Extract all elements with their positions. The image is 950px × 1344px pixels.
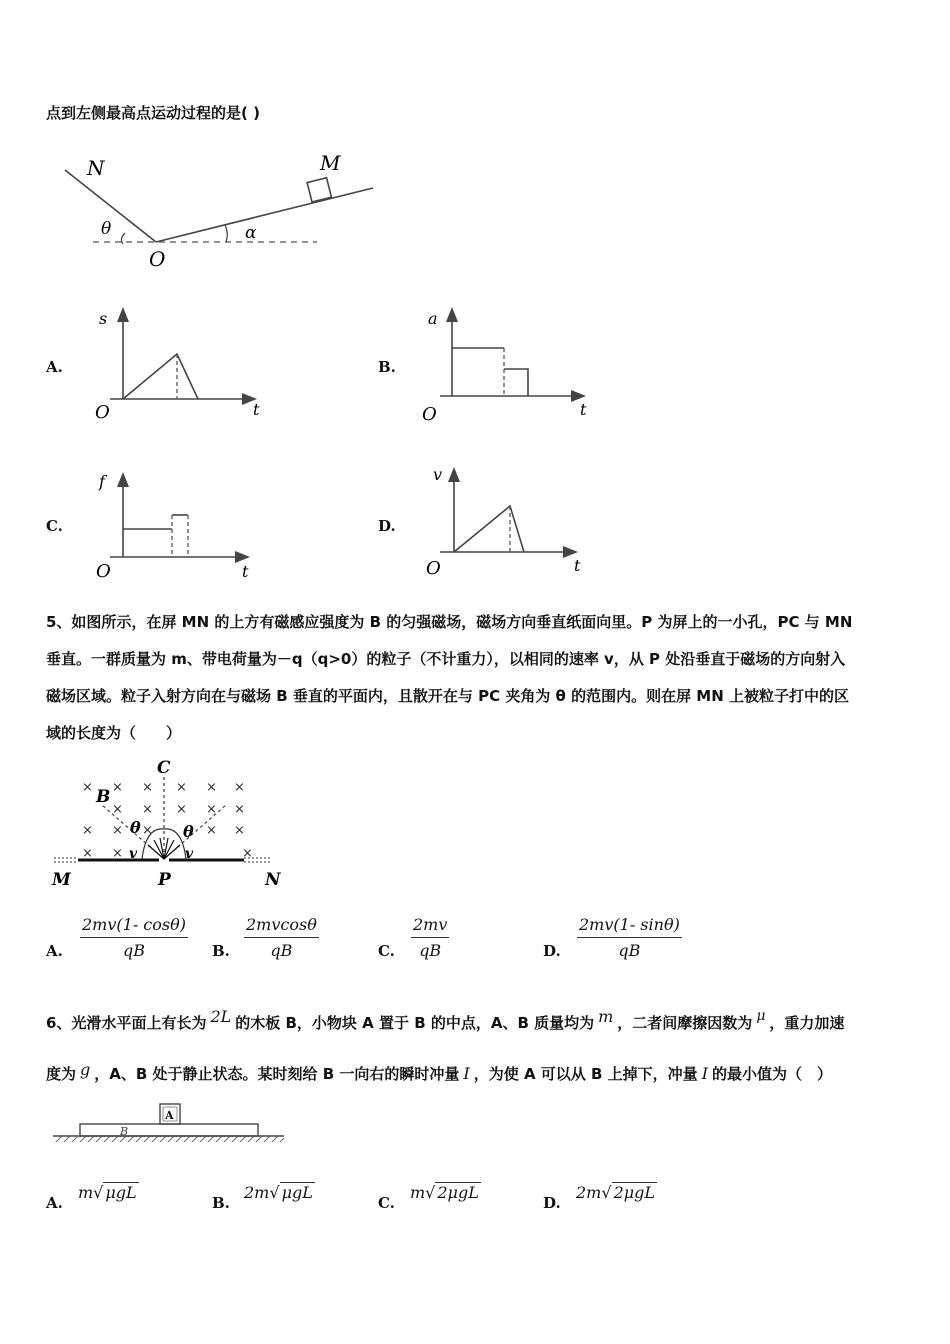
q6-option-c-label[interactable]: C. — [378, 1194, 395, 1212]
q5-b-denominator: qB — [270, 941, 293, 960]
q5-line-2: 垂直。一群质量为 m、带电荷量为－q（q>0）的粒子（不计重力），以相同的速率 v，从 P 处沿垂直于磁场的方向射入 — [46, 650, 846, 668]
y-label: a — [428, 309, 438, 328]
svg-text:×: × — [206, 823, 217, 838]
y-axis-arrow — [117, 307, 129, 322]
q5-option-a-formula — [80, 915, 188, 960]
label-theta-left: θ — [130, 818, 141, 837]
svg-text:×: × — [206, 802, 217, 817]
q5-a-denominator: qB — [122, 941, 145, 960]
q4-tail-text: 点到左侧最高点运动过程的是( ) — [46, 104, 260, 122]
q6-option-b-label[interactable]: B. — [212, 1194, 230, 1212]
svg-text:×: × — [112, 780, 123, 795]
block-m — [307, 178, 331, 202]
board-b — [80, 1124, 258, 1136]
q4-option-d-graph — [418, 458, 598, 583]
q5-option-c-formula — [411, 915, 449, 960]
ground-hatching — [56, 1136, 284, 1142]
label-theta: θ — [101, 219, 112, 239]
radicand: μgL — [281, 1183, 313, 1202]
q5-option-c-label[interactable]: C. — [378, 942, 395, 960]
svg-text:×: × — [112, 823, 123, 838]
q5-option-b-label[interactable]: B. — [212, 942, 230, 960]
q6-option-c-formula: m√ 2μgL — [410, 1183, 479, 1202]
svg-text:×: × — [82, 846, 93, 861]
label-b: B — [120, 1125, 129, 1138]
x-label: t — [253, 400, 260, 419]
q5-line-1: 5、如图所示，在屏 MN 的上方有磁感应强度为 B 的匀强磁场，磁场方向垂直纸面向里。P 为屏上的一小孔，PC 与 MN — [46, 613, 853, 631]
q5-line-4: 域的长度为（ ） — [46, 724, 182, 742]
q5-option-d-formula — [577, 915, 682, 960]
q6-mass-symbol: m — [598, 1007, 614, 1026]
q6-option-b-formula: 2m√ μgL — [244, 1183, 313, 1202]
x-label: t — [580, 400, 587, 419]
a-step-2 — [504, 369, 528, 396]
svg-text:×: × — [234, 823, 245, 838]
s-curve — [123, 354, 198, 399]
svg-text:×: × — [142, 823, 153, 838]
q6-mu-symbol: μ — [756, 1008, 766, 1024]
q4-option-b-graph — [418, 302, 598, 427]
y-axis-arrow — [446, 307, 458, 322]
svg-text:×: × — [112, 802, 123, 817]
svg-text:×: × — [206, 780, 217, 795]
q6-length-symbol: 2L — [210, 1007, 232, 1026]
svg-text:×: × — [82, 823, 93, 838]
radicand: μgL — [105, 1183, 137, 1202]
origin-label: O — [95, 402, 110, 423]
radicand: 2μgL — [613, 1183, 656, 1202]
q5-option-b-formula — [244, 915, 319, 960]
label-b: B — [96, 787, 111, 807]
svg-text:×: × — [176, 780, 187, 795]
q6-board-figure — [50, 1098, 290, 1148]
q4-option-a-label[interactable]: A. — [46, 358, 63, 376]
q5-a-numerator: 2mv(1- cosθ) — [80, 915, 188, 938]
q4-option-c-graph — [90, 465, 270, 585]
q6-impulse-symbol-1: I — [463, 1064, 470, 1083]
q6-line-1: 6、光滑水平面上有长为 $^{2L}$ 的木板 B，小物块 A 置于 B 的中点，A、B 质量均为 $^m$ ，二者间摩擦因数为 $^\mu$ ，重力加速 — [46, 1007, 845, 1032]
q5-c-denominator: qB — [419, 941, 442, 960]
radicand: 2μgL — [437, 1183, 479, 1202]
theta-arc — [121, 233, 125, 244]
label-theta-right: θ — [183, 822, 194, 841]
y-label: s — [99, 309, 108, 328]
sqrt-icon: √ — [601, 1183, 612, 1202]
q6-line-2: 度为 $^g$ ，A、B 处于静止状态。某时刻给 B 一向右的瞬时冲量 I ，为使 A 可以从 B 上掉下，冲量 I 的最小值为（ ） — [46, 1060, 833, 1083]
v-curve — [454, 506, 524, 552]
origin-label: O — [96, 561, 111, 582]
label-n: N — [87, 156, 105, 180]
incline-right-line — [156, 188, 373, 242]
sqrt-icon: √ — [425, 1183, 436, 1202]
x-label: t — [574, 556, 581, 575]
label-m: M — [52, 870, 71, 890]
alpha-arc — [225, 225, 227, 242]
q4-option-b-label[interactable]: B. — [378, 358, 396, 376]
svg-text:×: × — [142, 780, 153, 795]
x-label: t — [242, 562, 249, 581]
q4-incline-figure — [55, 145, 385, 275]
q5-option-d-label[interactable]: D. — [543, 942, 561, 960]
svg-text:×: × — [176, 802, 187, 817]
q5-c-numerator: 2mv — [411, 915, 449, 938]
label-v-left: v — [129, 846, 138, 862]
q5-line-3: 磁场区域。粒子入射方向在与磁场 B 垂直的平面内，且散开在与 PC 夹角为 θ 的范围内。则在屏 MN 上被粒子打中的区 — [46, 687, 850, 705]
y-label: f — [99, 472, 105, 491]
y-axis-arrow — [117, 472, 129, 487]
label-m: M — [320, 151, 341, 175]
q4-option-d-label[interactable]: D. — [378, 517, 396, 535]
q6-g-symbol: g — [80, 1060, 91, 1079]
label-v-right: v — [185, 846, 194, 862]
label-c: C — [157, 758, 171, 778]
label-a: A — [165, 1109, 174, 1122]
origin-label: O — [426, 558, 441, 579]
q5-d-denominator: qB — [618, 941, 641, 960]
svg-text:×: × — [234, 780, 245, 795]
sqrt-icon: √ — [93, 1183, 104, 1202]
q6-option-d-label[interactable]: D. — [543, 1194, 561, 1212]
sqrt-icon: √ — [269, 1183, 280, 1202]
svg-text:×: × — [142, 802, 153, 817]
svg-text:×: × — [242, 846, 253, 861]
q5-d-numerator: 2mv(1- sinθ) — [577, 915, 682, 938]
q6-option-d-formula: 2m√ 2μgL — [576, 1183, 656, 1202]
q5-stem — [46, 604, 906, 752]
velocity-arrows — [148, 838, 180, 859]
y-axis-arrow — [448, 467, 460, 482]
q5-option-a-label[interactable]: A. — [46, 942, 63, 960]
q4-option-c-label[interactable]: C. — [46, 517, 63, 535]
label-o: O — [149, 247, 166, 271]
q6-option-a-formula: m√ μgL — [78, 1183, 137, 1202]
svg-text:×: × — [82, 780, 93, 795]
origin-label: O — [422, 404, 437, 425]
label-p: P — [158, 870, 171, 890]
y-label: v — [433, 465, 443, 484]
svg-text:×: × — [112, 846, 123, 861]
q5-b-numerator: 2mvcosθ — [244, 915, 319, 938]
q6-impulse-symbol-2: I — [701, 1064, 709, 1083]
svg-text:×: × — [234, 802, 245, 817]
q4-option-a-graph — [90, 302, 270, 427]
label-alpha: α — [245, 223, 257, 243]
q5-field-figure — [46, 755, 296, 895]
label-n: N — [265, 870, 281, 890]
q6-option-a-label[interactable]: A. — [46, 1194, 63, 1212]
